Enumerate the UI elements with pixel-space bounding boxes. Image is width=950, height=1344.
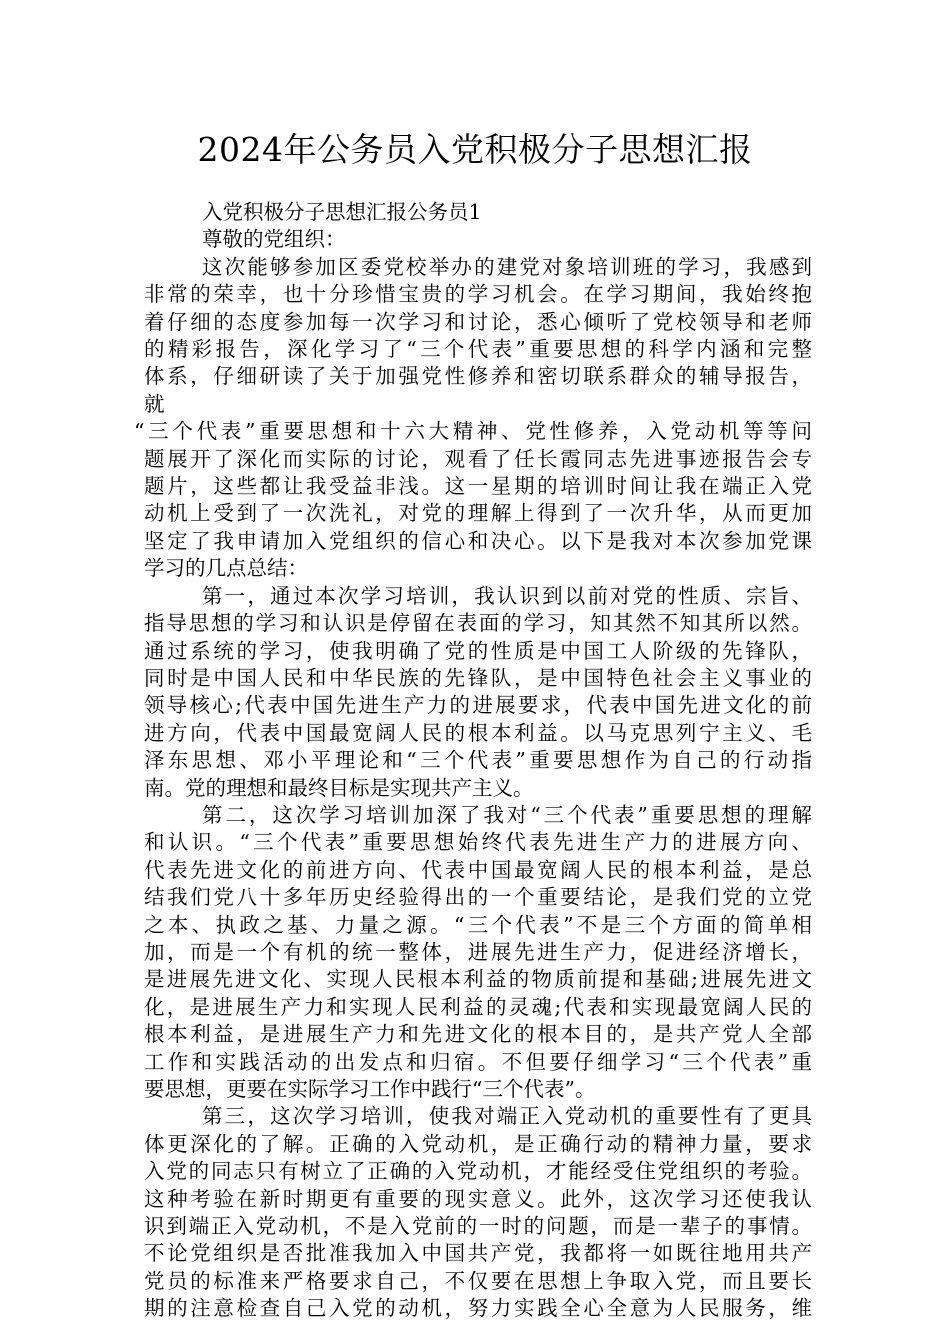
paragraph-line: 化，是进展生产力和实现人民利益的灵魂;代表和实现最宽阔人民的 [144,994,812,1019]
paragraph-line: 通过系统的学习，使我明确了党的性质是中国工人阶级的先锋队， [144,638,812,663]
paragraph-line: 第一，通过本次学习培训，我认识到以前对党的性质、宗旨、 [202,583,812,608]
paragraph-line: 体系，仔细研读了关于加强党性修养和密切联系群众的辅导报告， [144,364,812,389]
paragraph-line: 党员的标准来严格要求自己，不仅要在思想上争取入党，而且要长 [144,1268,812,1293]
paragraph-line: 就 [144,391,165,416]
paragraph-line: 同时是中国人民和中华民族的先锋队，是中国特色社会主义事业的 [144,665,812,690]
paragraph-line: 根本利益，是进展生产力和先进文化的根本目的，是共产党人全部 [144,1022,812,1047]
paragraph-line: “三个代表”重要思想和十六大精神、党性修养，入党动机等等问 [134,419,812,444]
paragraph-line: 的精彩报告，深化学习了“三个代表”重要思想的科学内涵和完整 [144,337,812,362]
paragraph-line: 和认识。“三个代表”重要思想始终代表先进生产力的进展方向、 [144,830,812,855]
document-title: 2024年公务员入党积极分子思想汇报 [197,130,753,169]
paragraph-line: 工作和实践活动的出发点和归宿。不但要仔细学习“三个代表”重 [144,1049,812,1074]
paragraph-line: 这种考验在新时期更有重要的现实意义。此外，这次学习还使我认 [144,1186,812,1211]
paragraph-line: 坚定了我申请加入党组织的信心和决心。以下是我对本次参加党课 [144,528,812,553]
paragraph-line: 不论党组织是否批准我加入中国共产党，我都将一如既往地用共产 [144,1241,812,1266]
paragraph-line: 南。党的理想和最终目标是实现共产主义。 [144,775,534,800]
paragraph-line: 加，而是一个有机的统一整体，进展先进生产力，促进经济增长， [144,939,812,964]
paragraph-line: 结我们党八十多年历史经验得出的一个重要结论，是我们党的立党 [144,885,812,910]
paragraph-line: 识到端正入党动机，不是入党前的一时的问题，而是一辈子的事情。 [144,1214,812,1239]
paragraph-line: 着仔细的态度参加每一次学习和讨论，悉心倾听了党校领导和老师 [144,309,812,334]
document-subtitle: 入党积极分子思想汇报公务员1 [202,200,482,224]
paragraph-line: 是进展先进文化、实现人民根本利益的物质前提和基础;进展先进文 [144,967,812,992]
paragraph-line: 代表先进文化的前进方向、代表中国最宽阔人民的根本利益，是总 [144,857,812,882]
paragraph-line: 动机上受到了一次洗礼，对党的理解上得到了一次升华，从而更加 [144,501,812,526]
paragraph-line: 这次能够参加区委党校举办的建党对象培训班的学习，我感到 [202,254,812,279]
paragraph-line: 指导思想的学习和认识是停留在表面的学习，知其然不知其所以然。 [144,611,812,636]
paragraph-line: 期的注意检查自己入党的动机，努力实践全心全意为人民服务，维 [144,1296,812,1321]
paragraph-line: 非常的荣幸，也十分珍惜宝贵的学习机会。在学习期间，我始终抱 [144,282,812,307]
paragraph-line: 泽东思想、邓小平理论和“三个代表”重要思想作为自己的行动指 [144,748,812,773]
paragraph-line: 入党的同志只有树立了正确的入党动机，才能经受住党组织的考验。 [144,1159,812,1184]
paragraph-line: 领导核心;代表中国先进生产力的进展要求，代表中国先进文化的前 [144,693,812,718]
paragraph-line: 题展开了深化而实际的讨论，观看了任长霞同志先进事迹报告会专 [144,446,812,471]
document-body [134,199,812,1323]
paragraph-line: 进方向，代表中国最宽阔人民的根本利益。以马克思列宁主义、毛 [144,720,812,745]
paragraph-line: 题片，这些都让我受益非浅。这一星期的培训时间让我在端正入党 [144,474,812,499]
paragraph-line: 要思想，更要在实际学习工作中践行“三个代表”。 [144,1077,596,1101]
paragraph-line: 第三，这次学习培训，使我对端正入党动机的重要性有了更具 [202,1104,812,1129]
paragraph-line: 之本、执政之基、力量之源。“三个代表”不是三个方面的简单相 [144,912,812,937]
paragraph-line: 学习的几点总结： [144,556,308,581]
paragraph-line: 第二，这次学习培训加深了我对“三个代表”重要思想的理解 [202,802,812,827]
salutation: 尊敬的党组织： [202,227,346,252]
paragraph-line: 体更深化的了解。正确的入党动机，是正确行动的精神力量，要求 [144,1131,812,1156]
